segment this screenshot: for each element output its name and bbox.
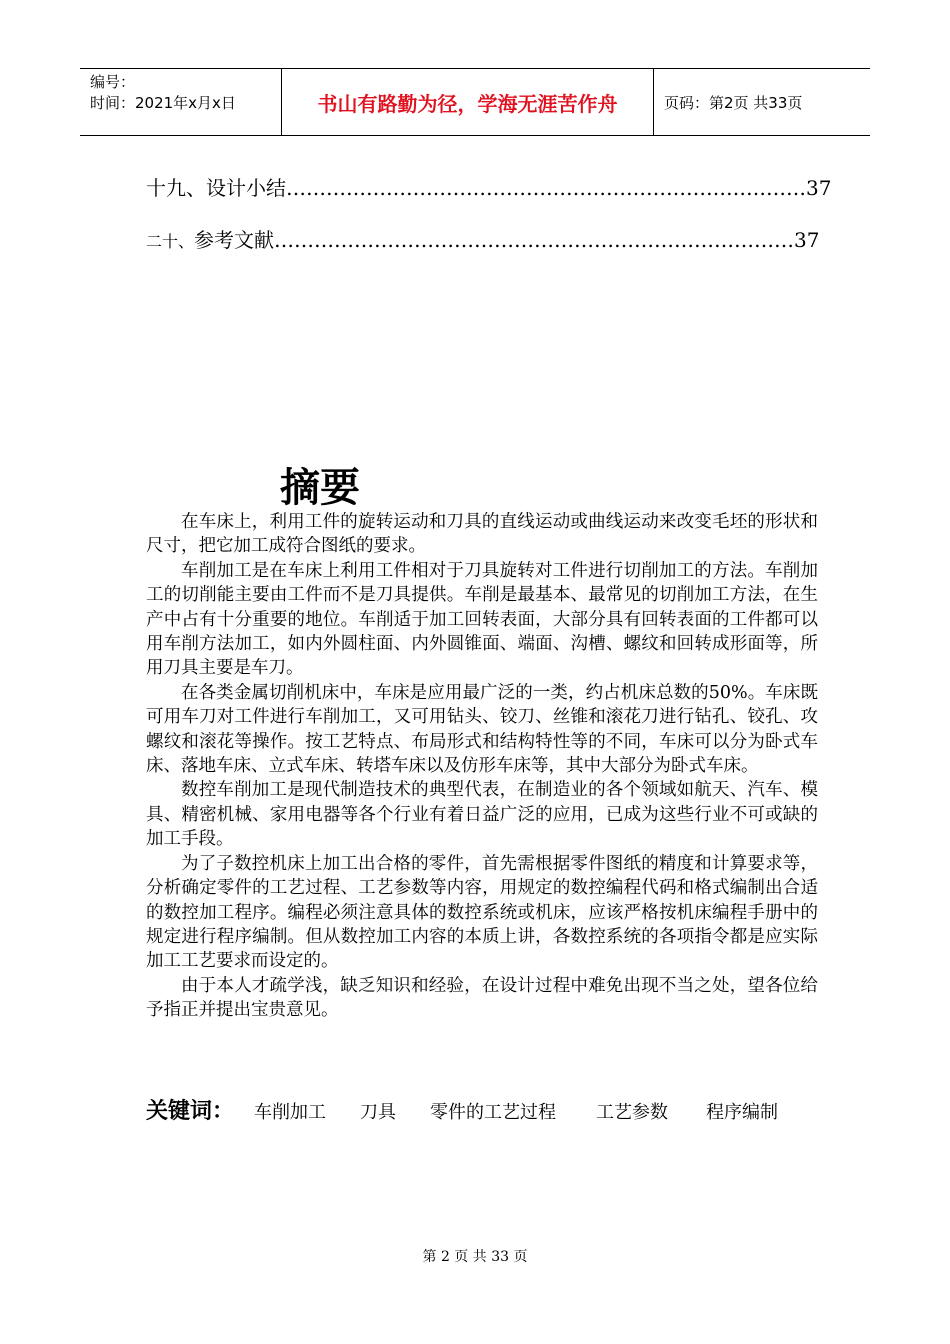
abstract-paragraph: 为了子数控机床上加工出合格的零件，首先需根据零件图纸的精度和计算要求等，分析确定零件的工艺过程、工艺参数等内容，用规定的数控编程代码和格式编制出合适的数控加工程序。编程必须注意具体的数控系统或机床，应该严格按机床编程手册中的规定进行程序编制。但从数控加工内容的本质上讲，各数控系统的各项指令都是应实际加工工艺要求而设定的。 (146, 853, 818, 972)
keywords-label: 关键词： (146, 1099, 235, 1124)
abstract-paragraph: 数控车削加工是现代制造技术的典型代表，在制造业的各个领域如航天、汽车、模具、精密机械、家用电器等各个行业有着日益广泛的应用，已成为这些行业不可或缺的加工手段。 (146, 780, 818, 850)
date-label: 时间：2021年x月x日 (90, 94, 236, 112)
toc-leader: …………………………………………………………………… (274, 228, 795, 252)
toc-title: 参考文献 (194, 228, 275, 252)
header-slogan: 书山有路勤为径，学海无涯苦作舟 (282, 69, 654, 135)
page-footer: 第 2 页 共 33 页 (422, 1249, 528, 1265)
abstract-paragraph: 在各类金属切削机床中，车床是应用最广泛的一类，约占机床总数的50%。车床既可用车刀对工件进行车削加工，又可用钻头、铰刀、丝锥和滚花刀进行钻孔、铰孔、攻螺纹和滚花等操作。按工艺特点、布局形式和结构特性等的不同，车床可以分为卧式车床、落地车床、立式车床、转塔车床以及仿形车床等，其中大部分为卧式车床。 (146, 682, 818, 777)
abstract-title: 摘要 (280, 465, 360, 511)
abstract-paragraph: 由于本人才疏学浅，缺乏知识和经验，在设计过程中难免出现不当之处，望各位给予指正并提出宝贵意见。 (146, 975, 818, 1021)
keywords-row (146, 1094, 812, 1125)
keyword: 程序编制 (706, 1102, 779, 1123)
keyword: 零件的工艺过程 (430, 1102, 557, 1123)
keyword: 车削加工 (254, 1102, 327, 1123)
toc-leader: …………………………………………………………………… (286, 176, 806, 200)
abstract-paragraph: 在车床上，利用工件的旋转运动和刀具的直线运动或曲线运动来改变毛坯的形状和尺寸，把它加工成符合图纸的要求。 (146, 512, 818, 557)
header-meta (80, 69, 282, 135)
toc-page: 37 (806, 176, 832, 200)
page-header (80, 68, 870, 136)
toc-number: 二十、 (146, 232, 195, 251)
toc-entry (146, 224, 820, 253)
toc-entry (146, 172, 832, 201)
header-page-info: 页码：第2页 共33页 (664, 93, 803, 112)
toc-title: 设计小结 (206, 176, 286, 200)
keyword: 工艺参数 (596, 1102, 669, 1123)
code-label: 编号： (90, 73, 136, 91)
toc-page: 37 (794, 228, 820, 252)
toc-number: 十九、 (146, 176, 206, 200)
abstract-body (146, 510, 818, 1023)
keyword: 刀具 (360, 1102, 397, 1123)
abstract-paragraph: 车削加工是在车床上利用工件相对于刀具旋转对工件进行切削加工的方法。车削加工的切削能主要由工件而不是刀具提供。车削是最基本、最常见的切削加工方法，在生产中占有十分重要的地位。车削适于加工回转表面，大部分具有回转表面的工件都可以用车削方法加工，如内外圆柱面、内外圆锥面、端面、沟槽、螺纹和回转成形面等，所用刀具主要是车刀。 (146, 560, 818, 679)
